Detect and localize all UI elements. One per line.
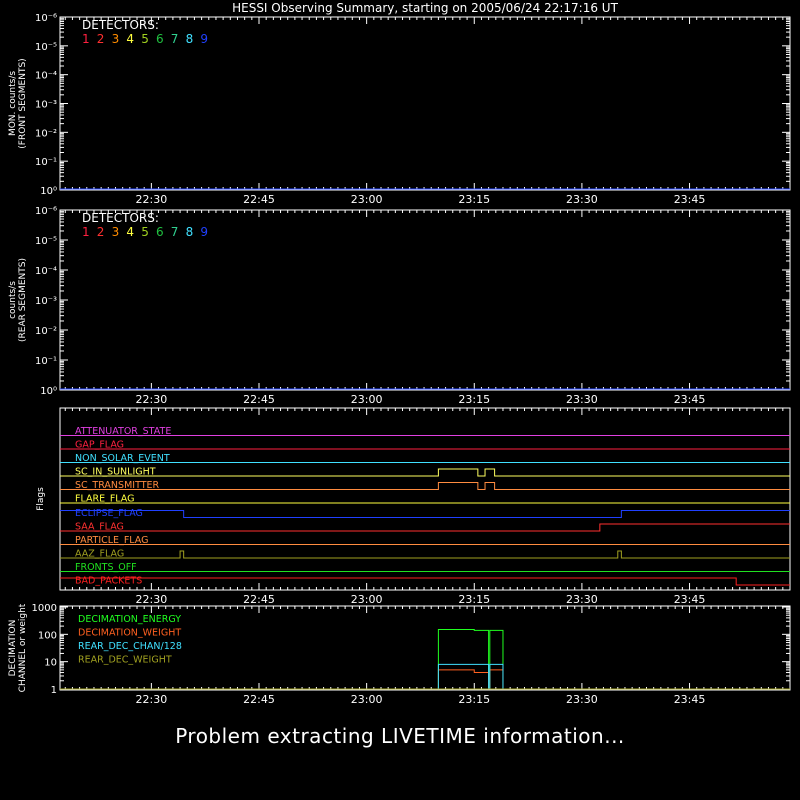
x-tick-label: 23:45 [673,393,706,406]
x-tick-label: 23:00 [350,193,383,206]
y-tick-label: 10⁻⁶ [34,13,57,24]
flag-label: FLARE_FLAG [75,493,135,505]
detector-label: 3 [111,32,120,46]
x-tick-label: 23:00 [350,693,383,706]
x-tick-label: 22:45 [243,393,275,406]
x-tick-label: 23:15 [458,193,491,206]
livetime-message: Problem extracting LIVETIME information... [175,724,625,748]
x-tick-label: 22:45 [243,593,275,606]
decimation-series-line [490,670,503,689]
x-tick-label: 23:30 [566,693,598,706]
y-tick-label: 10⁻⁴ [34,70,57,82]
x-tick-label: 22:30 [135,193,168,206]
rate-panel-frame [60,17,790,190]
detectors-title: DETECTORS: [82,18,159,32]
y-axis-label-line: (FRONT SEGMENTS) [18,58,28,149]
y-tick-label: 10⁻⁵ [34,236,57,247]
flag-line [60,466,790,478]
flag-line [60,548,790,560]
figure-title: HESSI Observing Summary, starting on 2005/06/24 22:17:16 UT [232,1,618,15]
x-tick-label: 23:30 [566,593,598,606]
flag-label: SAA_FLAG [75,521,124,533]
flag-label: FRONTS_OFF [75,562,137,573]
flag-label: AAZ_FLAG [75,548,125,560]
x-tick-label: 23:45 [673,593,706,606]
detector-label: 1 [82,32,90,46]
y-tick-label: 10⁻² [34,128,57,140]
x-tick-label: 23:15 [458,593,491,606]
x-tick-label: 23:30 [566,193,598,206]
y-axis-label-line: Flags [36,487,46,511]
y-axis-label-line: CHANNEL or weight [18,603,28,693]
x-tick-label: 23:00 [350,593,383,606]
flag-line [60,511,790,518]
y-axis-label [8,258,28,342]
y-axis-label-line: counts/s [8,281,18,319]
flag-label: BAD_PACKETS [75,575,143,587]
detector-label: 8 [185,225,194,239]
y-tick-label: 10⁰ [40,386,57,397]
x-tick-label: 22:30 [135,393,168,406]
y-tick-label: 1000 [31,603,57,614]
detector-label: 7 [170,225,179,239]
y-axis-label [8,58,28,148]
y-tick-label: 10⁻² [34,326,57,337]
x-tick-label: 22:45 [243,193,275,206]
detector-label: 1 [82,225,90,239]
detector-label: 6 [156,225,164,239]
y-axis-label [36,487,46,511]
detector-label: 2 [96,225,105,239]
y-tick-label: 10⁻¹ [34,356,57,367]
y-axis-label-line: (REAR SEGMENTS) [18,257,28,343]
x-tick-label: 23:15 [458,393,491,406]
flag-label: GAP_FLAG [75,439,125,451]
y-axis-label-line: DECIMATION [8,619,18,677]
decimation-series-line [438,664,488,689]
y-tick-label: 10⁻³ [34,99,57,111]
x-tick-label: 23:00 [350,393,383,406]
flag-line [60,483,790,490]
flag-label: NON_SOLAR_EVENT [75,453,170,464]
decimation-legend-label: REAR_DEC_CHAN/128 [78,641,182,652]
detector-label: 5 [141,32,149,46]
y-tick-label: 10⁰ [40,186,57,197]
y-tick-label: 10⁻⁵ [34,41,57,53]
flag-label: ECLIPSE_FLAG [75,508,143,519]
flag-label: PARTICLE_FLAG [75,535,149,546]
detector-label: 3 [111,225,120,239]
y-tick-label: 10⁻⁶ [34,206,57,217]
y-tick-label: 10 [44,657,57,669]
x-tick-label: 23:15 [458,693,491,706]
decimation-legend-label: REAR_DEC_WEIGHT [78,654,172,666]
x-tick-label: 23:45 [673,193,706,206]
detector-label: 5 [141,225,149,239]
y-tick-label: 10⁻³ [34,296,57,307]
x-tick-label: 22:30 [135,693,168,706]
detector-label: 4 [126,32,135,46]
detector-label: 9 [200,32,209,46]
flag-line [60,521,790,533]
decimation-legend-label: DECIMATION_ENERGY [78,614,182,625]
x-tick-label: 23:45 [673,693,706,706]
detector-label: 8 [185,32,194,46]
decimation-series-line [490,664,503,689]
decimation-series-line [438,670,488,689]
x-tick-label: 22:45 [243,693,275,706]
y-tick-label: 10⁻⁴ [34,266,57,277]
rate-panel-frame [60,210,790,390]
decimation-series-line [438,630,488,689]
detector-label: 9 [200,225,209,239]
detectors-title: DETECTORS: [82,211,159,225]
y-tick-label: 10⁻¹ [34,157,57,169]
detector-label: 2 [96,32,105,46]
flag-label: SC_IN_SUNLIGHT [75,466,156,478]
x-tick-label: 23:30 [566,393,598,406]
detector-label: 6 [156,32,164,46]
flag-line [60,575,790,587]
flag-label: SC_TRANSMITTER [75,480,160,491]
x-tick-label: 22:30 [135,593,168,606]
y-tick-label: 100 [37,630,57,642]
y-tick-label: 1 [50,685,57,696]
flag-label: ATTENUATOR_STATE [75,426,172,437]
detector-label: 7 [170,32,179,46]
decimation-legend-label: DECIMATION_WEIGHT [78,627,182,639]
y-axis-label-line: MON. counts/s [8,70,18,137]
detector-label: 4 [126,225,135,239]
y-axis-label [8,603,28,692]
decimation-series-line [490,630,503,689]
